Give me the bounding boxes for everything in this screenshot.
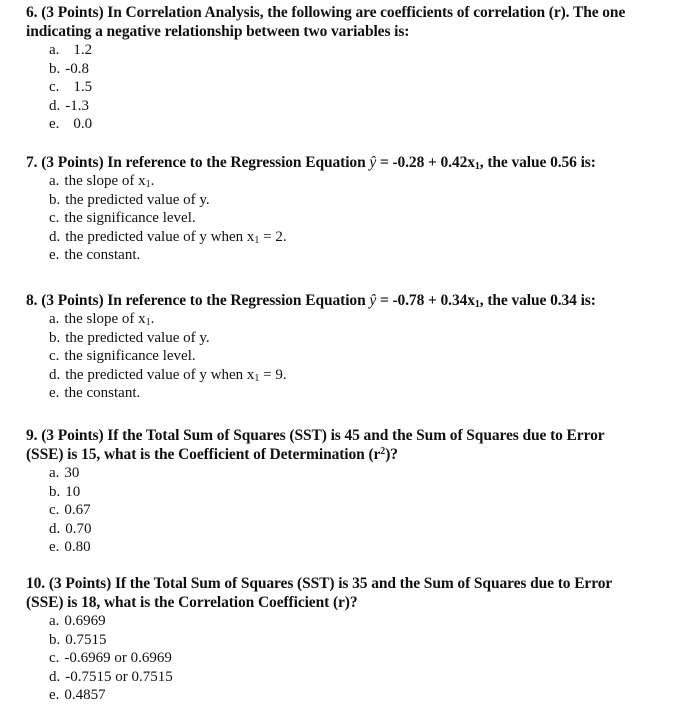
question-number: 8. xyxy=(26,292,38,309)
option-letter: a. xyxy=(49,311,60,327)
question-text-line2: (SSE) is 18, what is the Correlation Coefficient (r)? xyxy=(26,594,358,611)
question-points: (3 Points) xyxy=(41,4,104,21)
option-letter: d. xyxy=(49,228,61,245)
option-a xyxy=(49,612,665,631)
option-c xyxy=(49,209,665,228)
option-letter: b. xyxy=(49,631,61,648)
answer-options xyxy=(26,310,665,403)
option-text: the predicted value of y when x xyxy=(65,366,255,383)
question-9 xyxy=(26,426,665,557)
option-text: the predicted value of y. xyxy=(65,191,210,208)
option-d: d. the predicted value of y when $x_1 = 2$. xyxy=(49,228,287,246)
option-c xyxy=(49,78,665,97)
option-letter: e. xyxy=(49,385,60,402)
option-c xyxy=(49,347,665,366)
option-e xyxy=(49,384,665,403)
option-text: the significance level. xyxy=(64,348,196,365)
option-text: the constant. xyxy=(64,385,141,402)
option-letter: d. xyxy=(49,668,61,685)
question-7-stem xyxy=(26,153,665,172)
option-d xyxy=(49,97,665,116)
option-letter: d. xyxy=(49,366,61,383)
option-text: the slope of x xyxy=(64,311,146,327)
y-hat-symbol: ŷ xyxy=(369,292,377,309)
option-text: 0.6969 xyxy=(64,613,106,629)
option-letter: c. xyxy=(49,650,60,667)
option-b xyxy=(49,631,665,650)
question-number: 6. xyxy=(26,4,38,21)
option-letter: a. xyxy=(49,173,60,189)
question-6 xyxy=(26,3,665,134)
question-7 xyxy=(26,153,665,265)
answer-options xyxy=(26,612,665,705)
question-text: In reference to the Regression Equation xyxy=(107,154,366,171)
question-number: 7. xyxy=(26,154,38,171)
regression-equation: = $-0.28 + 0.42x_1$ xyxy=(379,154,480,172)
option-letter: c. xyxy=(49,502,60,519)
option-b xyxy=(49,483,665,502)
option-b xyxy=(49,191,665,210)
option-letter: b. xyxy=(49,60,61,77)
question-number: 9. xyxy=(26,427,38,444)
option-text: 10 xyxy=(65,483,81,500)
question-8-stem xyxy=(26,291,665,310)
option-text: 1.2 xyxy=(73,42,93,58)
option-letter: c. xyxy=(49,79,60,96)
option-letter: d. xyxy=(49,520,61,537)
option-text: -0.6969 or 0.6969 xyxy=(64,650,172,667)
question-text-line1: If the Total Sum of Squares (SST) is 35 and the Sum of Squares due to Error xyxy=(114,575,613,592)
question-6-stem xyxy=(26,3,665,41)
option-c xyxy=(49,649,665,668)
option-text: 0.80 xyxy=(64,539,91,556)
question-8 xyxy=(26,291,665,403)
option-d xyxy=(49,668,665,687)
option-text: 1.5 xyxy=(73,79,93,96)
option-e xyxy=(49,246,665,265)
y-hat-symbol: ŷ xyxy=(369,154,377,171)
question-10 xyxy=(26,574,665,705)
answer-options xyxy=(26,41,665,134)
option-text: the constant. xyxy=(64,247,141,264)
option-text: the significance level. xyxy=(64,210,196,227)
option-letter: a. xyxy=(49,465,60,481)
option-letter: e. xyxy=(49,116,60,133)
option-b xyxy=(49,60,665,79)
option-text: 0.4857 xyxy=(64,687,106,704)
question-10-stem xyxy=(26,574,665,612)
question-number: 10. xyxy=(26,575,46,592)
option-d xyxy=(49,520,665,539)
option-e xyxy=(49,686,665,705)
option-text: the slope of x xyxy=(64,173,146,189)
option-text: -1.3 xyxy=(65,97,89,114)
option-letter: e. xyxy=(49,247,60,264)
option-text: -0.8 xyxy=(65,60,89,77)
answer-options xyxy=(26,464,665,557)
option-letter: e. xyxy=(49,687,60,704)
option-a: a. the slope of $x_1$. xyxy=(49,311,155,328)
option-text: the predicted value of y when x xyxy=(65,228,255,245)
question-points: (3 Points) xyxy=(41,292,104,309)
question-text-end: , the value 0.34 is: xyxy=(479,292,596,309)
question-text-end: , the value 0.56 is: xyxy=(479,154,596,171)
option-letter: b. xyxy=(49,329,61,346)
question-text-line1: In Correlation Analysis, the following are coefficients of correlation (r). The one xyxy=(107,4,626,21)
option-d: d. the predicted value of y when $x_1 = 9$. xyxy=(49,366,287,384)
option-text: 0.7515 xyxy=(65,631,107,648)
option-a xyxy=(49,41,665,60)
option-a xyxy=(49,464,665,483)
question-points: (3 Points) xyxy=(48,575,112,592)
option-letter: c. xyxy=(49,210,60,227)
option-letter: b. xyxy=(49,483,61,500)
option-text: 30 xyxy=(64,465,80,481)
option-e xyxy=(49,538,665,557)
option-letter: e. xyxy=(49,539,60,556)
option-text: -0.7515 or 0.7515 xyxy=(65,668,173,685)
question-text-line1: If the Total Sum of Squares (SST) is 45 and the Sum of Squares due to Error xyxy=(107,427,605,444)
question-points: (3 Points) xyxy=(41,427,104,444)
option-text: 0.70 xyxy=(65,520,92,537)
question-text: In reference to the Regression Equation xyxy=(107,292,366,309)
question-points: (3 Points) xyxy=(41,154,104,171)
option-a: a. the slope of $x_1$. xyxy=(49,173,155,190)
option-letter: a. xyxy=(49,42,60,58)
option-letter: c. xyxy=(49,348,60,365)
answer-options xyxy=(26,172,665,265)
option-letter: a. xyxy=(49,613,60,629)
option-letter: d. xyxy=(49,97,61,114)
regression-equation: = $-0.78 + 0.34x_1$ xyxy=(379,292,480,310)
option-e xyxy=(49,115,665,134)
option-c xyxy=(49,501,665,520)
option-b xyxy=(49,329,665,348)
question-text-line2: (SSE) is 15, what is the Coefficient of Determination $(r^2)$? xyxy=(26,446,398,463)
option-text: 0.67 xyxy=(64,502,91,519)
option-letter: b. xyxy=(49,191,61,208)
option-text: the predicted value of y. xyxy=(65,329,210,346)
question-text-line2: indicating a negative relationship between two variables is: xyxy=(26,23,410,40)
question-9-stem xyxy=(26,426,665,464)
option-text: 0.0 xyxy=(73,116,93,133)
